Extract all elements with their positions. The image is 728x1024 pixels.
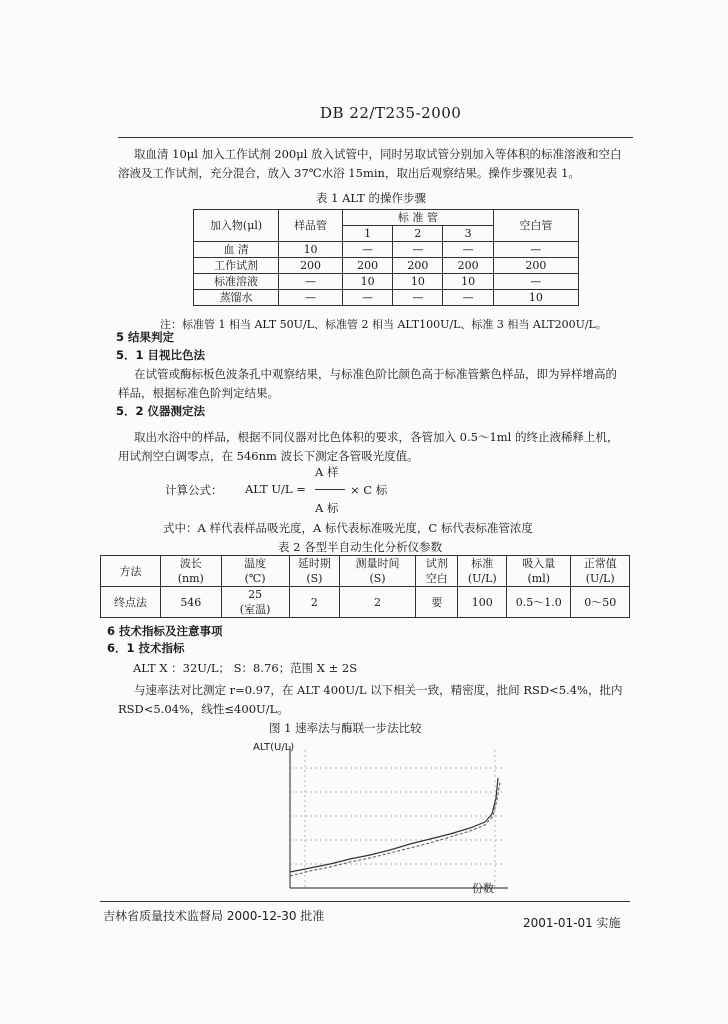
section52-title: 5．2 仪器测定法 xyxy=(116,404,206,418)
footer-implementation: 2001-01-01 实施 xyxy=(523,916,621,930)
table-cell: 2 xyxy=(340,587,416,618)
standard-number: DB 22/T235-2000 xyxy=(320,104,462,122)
table-cell: 0.5～1.0 xyxy=(507,587,571,618)
section51-text: 在试管或酶标板色波条孔中观察结果，与标准色阶比颜色高于标准管紫色样品，即为异样增高的样品，根据标准色阶判定结果。 xyxy=(118,367,617,400)
table-cell: 10 xyxy=(279,242,343,258)
table-cell: — xyxy=(393,242,443,258)
table-cell: — xyxy=(279,274,343,290)
table-row xyxy=(194,274,579,290)
intro-paragraph: 取血清 10μl 加入工作试剂 200μl 放入试管中，同时另取试管分别加入等体积的标准溶液和空白溶液及工作试剂，充分混合，放入 37℃水浴 15min，取出后观察结果。操作步骤见表 1。 xyxy=(118,147,622,180)
formula-denominator: A 标 xyxy=(315,501,339,515)
table-cell: 标准溶液 xyxy=(194,274,279,290)
table-row xyxy=(101,587,630,618)
table-cell: 10 xyxy=(443,274,493,290)
formula-lhs: ALT U/L = xyxy=(245,482,306,496)
table-cell: 25 (室温) xyxy=(221,587,289,618)
section51-title: 5．1 目视比色法 xyxy=(116,348,206,362)
header-rule xyxy=(118,137,633,138)
table-cell: 终点法 xyxy=(101,587,161,618)
table-cell: — xyxy=(443,242,493,258)
formula-rhs: × C 标 xyxy=(350,483,388,497)
table-header-row xyxy=(101,556,630,587)
table-header-cell: 温度 (℃) xyxy=(221,556,289,587)
table-cell: 要 xyxy=(415,587,457,618)
table-cell: 0～50 xyxy=(571,587,630,618)
table1-note: 注：标准管 1 相当 ALT 50U/L、标准管 2 相当 ALT100U/L、标准 3 相当 ALT200U/L。 xyxy=(160,318,607,331)
table1 xyxy=(193,209,579,306)
table1-caption: 表 1 ALT 的操作步骤 xyxy=(316,191,426,205)
table-cell: — xyxy=(493,274,578,290)
table-header-cell: 正常值 (U/L) xyxy=(571,556,630,587)
table-header-cell: 测量时间 (S) xyxy=(340,556,416,587)
comparison-chart xyxy=(250,740,520,895)
section52-text: 取出水浴中的样品，根据不同仪器对比色体积的要求，各管加入 0.5～1ml 的终止液稀释上机，用试剂空白调零点，在 546nm 波长下测定各管吸光度值。 xyxy=(118,430,619,463)
table-header-cell: 延时期 (S) xyxy=(289,556,339,587)
section5-title: 5 结果判定 xyxy=(116,330,175,344)
table-cell: 工作试剂 xyxy=(194,258,279,274)
table-header-cell: 试剂 空白 xyxy=(415,556,457,587)
table-cell: 546 xyxy=(161,587,221,618)
table-cell: — xyxy=(342,290,392,306)
table-row xyxy=(194,290,579,306)
table1-header-reagent: 加入物(μl) xyxy=(194,210,279,242)
chart-ylabel: ALT(U/L) xyxy=(253,742,295,753)
table-cell: 200 xyxy=(443,258,493,274)
formula-numerator: A 样 xyxy=(315,465,339,479)
table-header-cell: 标准 (U/L) xyxy=(458,556,507,587)
table-cell: — xyxy=(443,290,493,306)
formula-label: 计算公式： xyxy=(165,483,223,497)
section61-text: 与速率法对比测定 r=0.97，在 ALT 400U/L 以下相关一致，精密度，批间 RSD<5.4%，批内 RSD<5.04%，线性≤400U/L。 xyxy=(118,683,623,716)
table-cell: 血 清 xyxy=(194,242,279,258)
table1-header-std3: 3 xyxy=(443,226,493,242)
section61-title: 6．1 技术指标 xyxy=(107,641,185,655)
table-cell: 10 xyxy=(393,274,443,290)
table-cell: 100 xyxy=(458,587,507,618)
formula-note: 式中：A 样代表样品吸光度，A 标代表标准吸光度，C 标代表标准管浓度 xyxy=(163,521,533,535)
table-row xyxy=(194,242,579,258)
table-header-cell: 方法 xyxy=(101,556,161,587)
table1-header-std2: 2 xyxy=(393,226,443,242)
stats-line: ALT X ：32U/L； S：8.76；范围 X ± 2S xyxy=(133,661,358,675)
table-cell: 蒸馏水 xyxy=(194,290,279,306)
chart-gridlines xyxy=(290,750,505,888)
table1-header-blank: 空白管 xyxy=(493,210,578,242)
table-cell: — xyxy=(493,242,578,258)
table-cell: 200 xyxy=(393,258,443,274)
table1-header-std1: 1 xyxy=(342,226,392,242)
table-cell: — xyxy=(393,290,443,306)
footer-rule xyxy=(100,901,630,902)
table-cell: 200 xyxy=(493,258,578,274)
table-cell: 10 xyxy=(493,290,578,306)
fraction-bar xyxy=(315,489,345,490)
figure-caption: 图 1 速率法与酶联一步法比较 xyxy=(269,721,422,735)
table-cell: 200 xyxy=(342,258,392,274)
section6-title: 6 技术指标及注意事项 xyxy=(107,624,223,638)
table-cell: — xyxy=(342,242,392,258)
table1-header-standard: 标 准 管 xyxy=(342,210,493,226)
table1-header-sample: 样品管 xyxy=(279,210,343,242)
table2 xyxy=(100,555,630,618)
table-header-cell: 波长 (nm) xyxy=(161,556,221,587)
table-cell: 10 xyxy=(342,274,392,290)
table-cell: 200 xyxy=(279,258,343,274)
table-cell: — xyxy=(279,290,343,306)
table-row xyxy=(194,258,579,274)
table-cell: 2 xyxy=(289,587,339,618)
footer-approval: 吉林省质量技术监督局 2000-12-30 批准 xyxy=(103,909,325,923)
table2-caption: 表 2 各型半自动生化分析仪参数 xyxy=(278,540,443,554)
chart-xlabel: 份数 xyxy=(472,882,494,895)
table-header-cell: 吸入量 (ml) xyxy=(507,556,571,587)
